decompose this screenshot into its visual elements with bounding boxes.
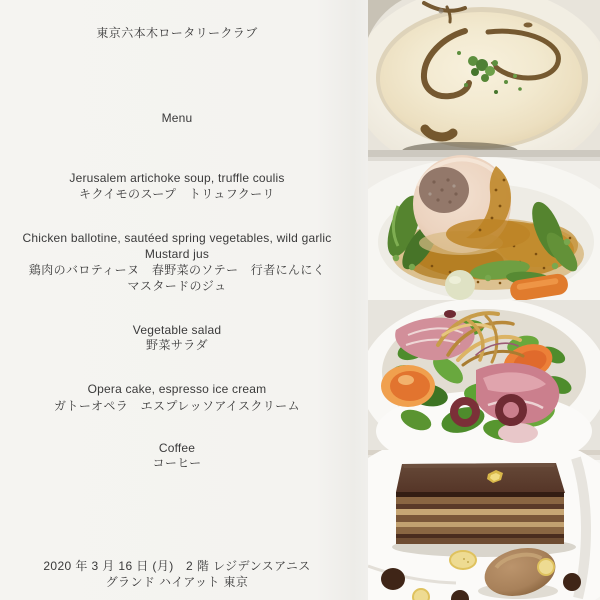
chicken-ballotine-photo [368, 150, 600, 300]
course-coffee-ja: コーヒー [152, 456, 202, 470]
footer-date-venue: 2020 年 3 月 16 日 (月) 2 階 レジデンスアニス [43, 559, 311, 573]
course-main-ja-2: マスタードのジュ [127, 279, 227, 293]
ballotine-illustration [368, 150, 600, 300]
menu-heading: Menu [161, 111, 193, 125]
course-salad-en: Vegetable salad [132, 323, 222, 337]
course-salad-ja: 野菜サラダ [146, 338, 208, 352]
course-main-en-2: Mustard jus [144, 247, 210, 261]
course-coffee-en: Coffee [158, 441, 196, 455]
stuffing-center [419, 167, 469, 213]
course-dessert-ja: ガトーオペラ エスプレッソアイスクリーム [54, 399, 300, 413]
salad-illustration [368, 300, 600, 450]
club-name: 東京六本木ロータリークラブ [96, 26, 258, 40]
tomato-wedge-left [381, 365, 435, 407]
opera-cake [396, 463, 565, 544]
course-dessert-en: Opera cake, espresso ice cream [87, 382, 267, 396]
pearl-onion [445, 270, 475, 300]
opera-cake-illustration [368, 450, 600, 600]
course-main-ja-1: 鶏肉のバロティーヌ 春野菜のソテー 行者にんにく [28, 263, 326, 277]
course-main-en-1: Chicken ballotine, sautéed spring vegetables, wild garlic [22, 231, 332, 245]
footer-hotel: グランド ハイアット 東京 [105, 575, 249, 589]
opera-cake-photo [368, 450, 600, 600]
course-soup-ja: キクイモのスープ トリュフクーリ [79, 187, 275, 201]
soup-illustration [368, 0, 600, 150]
course-soup-en: Jerusalem artichoke soup, truffle coulis [69, 171, 285, 185]
vegetable-salad-photo [368, 300, 600, 450]
photo-column [368, 0, 600, 600]
soup-photo [368, 0, 600, 150]
